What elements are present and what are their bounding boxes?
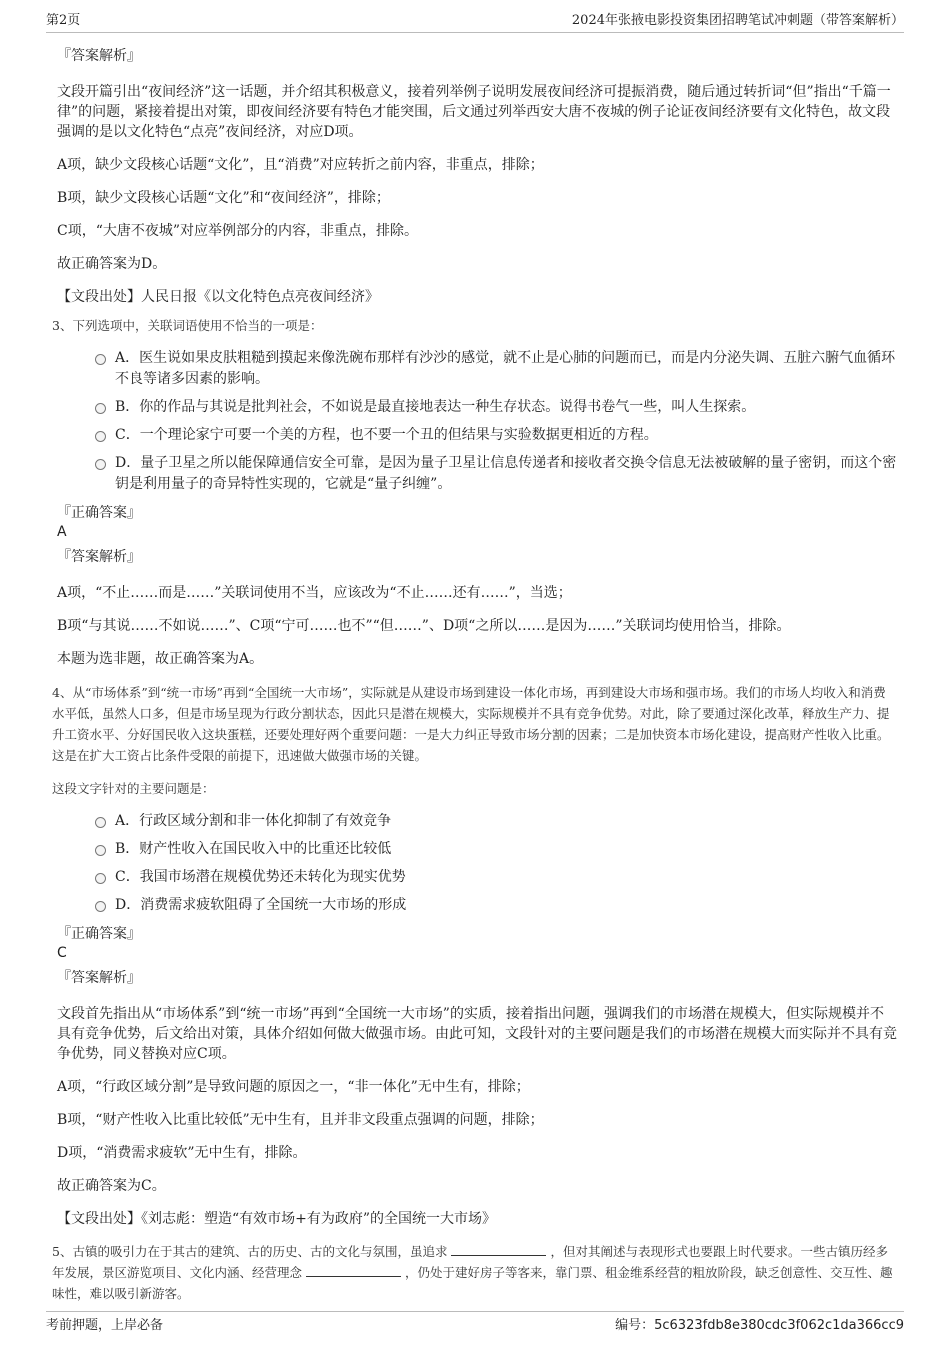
question-4-stem: 4、从“市场体系”到“统一市场”再到“全国统一大市场”，实际就是从建设市场到建设一体化市场，再到建设大市场和强市场。我们的市场人均收入和消费水平低，虽然人口多，但是市场呈现为行政分割状态，因此只是潜在规模大，实际规模并不具有竞争优势。对此，除了要通过深化改革，释放生产力、提升工资水平、分好国民收入这块蛋糕，还要处理好两个重要问题：一是大力纠正导致市场分割的因素；二是加快资本市场化建设，提高财产性收入比重。这是在扩大工资占比条件受限的前提下，迅速做大做强市场的关键。: [52, 685, 890, 763]
analysis-note-bcd: B项“与其说……不如说……”、C项“宁可……也不”“但……”、D项“之所以……是因为……”关联词均使用恰当，排除。: [57, 618, 791, 634]
analysis-text: 文段开篇引出“夜间经济”这一话题，并介绍其积极意义，接着列举例子说明发展夜间经济可提振消费，随后通过转折词“但”指出“千篇一律”的问题，紧接着提出对策，即夜间经济要有特色才能突围，后文通过列举西安大唐不夜城的例子论证夜间经济要有文化特色，故文段强调的是以文化特色“点亮”夜间经济，对应D项。: [57, 84, 891, 140]
source-label: 【文段出处】: [57, 1211, 141, 1227]
question-5-part2: ，但对其阐述与表现形式也要跟上时代要求。一些古镇历经多年发展，景区游览项目、文化内涵、经营理念: [52, 1244, 888, 1280]
correct-answer: A: [57, 524, 67, 540]
radio-icon[interactable]: [95, 901, 106, 912]
footer-slogan: 考前押题，上岸必备: [46, 1318, 164, 1333]
option-b[interactable]: [95, 397, 897, 418]
page-header: [46, 10, 904, 33]
option-text: A．行政区域分割和非一体化抑制了有效竞争: [115, 813, 392, 829]
source-text: 《刘志彪：塑造“有效市场+有为政府”的全国统一大市场》: [141, 1211, 497, 1227]
document-id-value: 5c6323fdb8e380cdc3f062c1da366cc9: [654, 1318, 904, 1333]
correct-answer-label: 『正确答案』: [57, 505, 141, 521]
document-title: 2024年张掖电影投资集团招聘笔试冲刺题（带答案解析）: [571, 13, 904, 28]
option-text: D．消费需求疲软阻碍了全国统一大市场的形成: [115, 897, 407, 913]
radio-icon[interactable]: [95, 354, 106, 365]
option-text: C．我国市场潜在规模优势还未转化为现实优势: [115, 869, 406, 885]
analysis-text: 文段首先指出从“市场体系”到“统一市场”再到“全国统一大市场”的实质，接着指出问题，强调我们的市场潜在规模大，但实际规模并不具有竞争优势，后文给出对策，具体介绍如何做大做强市场。由此可知，文段针对的主要问题是我们的市场潜在规模大而实际并不具有竞争优势，同义替换对应C项。: [57, 1006, 897, 1062]
question-3-stem: 3、下列选项中，关联词语使用不恰当的一项是：: [52, 318, 323, 333]
radio-icon[interactable]: [95, 845, 106, 856]
question-5-part3: ，仍处于建好房子等客来，靠门票、租金维系经营的粗放阶段，缺乏创意性、交互性、趣味性，难以吸引新游客。: [52, 1265, 893, 1301]
radio-icon[interactable]: [95, 459, 106, 470]
analysis-note-a: A项，“不止……而是……”关联词使用不当，应该改为“不止……还有……”，当选；: [57, 585, 572, 601]
option-text: B．财产性收入在国民收入中的比重还比较低: [115, 841, 392, 857]
analysis-label: 『答案解析』: [57, 549, 141, 565]
document-id-label: 编号：: [615, 1318, 655, 1333]
fill-blank-1[interactable]: [451, 1243, 546, 1256]
radio-icon[interactable]: [95, 817, 106, 828]
option-text: D．量子卫星之所以能保障通信安全可靠，是因为量子卫星让信息传递者和接收者交换令信息无法被破解的量子密钥，而这个密钥是利用量子的奇异特性实现的，它就是“量子纠缠”。: [115, 455, 897, 492]
option-d[interactable]: [95, 453, 897, 495]
analysis-conclusion: 本题为选非题，故正确答案为A。: [57, 651, 264, 667]
radio-icon[interactable]: [95, 873, 106, 884]
question-3-options: [95, 348, 897, 495]
option-text: A．医生说如果皮肤粗糙到摸起来像洗碗布那样有沙沙的感觉，就不止是心肺的问题而已，而是内分泌失调、五脏六腑气血循环不良等诸多因素的影响。: [115, 350, 896, 387]
analysis-note-c: C项，“大唐不夜城”对应举例部分的内容，非重点，排除。: [57, 223, 419, 239]
analysis-label: 『答案解析』: [57, 970, 141, 986]
document-id: [615, 1315, 904, 1337]
fill-blank-2[interactable]: [306, 1264, 401, 1277]
option-a[interactable]: [95, 811, 897, 832]
radio-icon[interactable]: [95, 403, 106, 414]
analysis-conclusion: 故正确答案为C。: [57, 1178, 166, 1194]
correct-answer-label: 『正确答案』: [57, 926, 141, 942]
source-label: 【文段出处】: [57, 289, 141, 305]
option-c[interactable]: [95, 867, 897, 888]
option-a[interactable]: [95, 348, 897, 390]
option-b[interactable]: [95, 839, 897, 860]
question-4-options: [95, 811, 897, 916]
analysis-note-b: B项，“财产性收入比重比较低”无中生有，且并非文段重点强调的问题，排除；: [57, 1112, 544, 1128]
question-5-part1: 5、古镇的吸引力在于其古的建筑、古的历史、古的文化与氛围，虽追求: [52, 1244, 448, 1259]
question-4-prompt: 这段文字针对的主要问题是：: [52, 781, 215, 796]
analysis-note-d: D项，“消费需求疲软”无中生有，排除。: [57, 1145, 307, 1161]
option-text: B．你的作品与其说是批判社会，不如说是最直接地表达一种生存状态。说得书卷气一些，叫人生探索。: [115, 399, 756, 415]
analysis-note-a: A项，“行政区域分割”是导致问题的原因之一，“非一体化”无中生有，排除；: [57, 1079, 530, 1095]
option-c[interactable]: [95, 425, 897, 446]
option-d[interactable]: [95, 895, 897, 916]
analysis-note-b: B项，缺少文段核心话题“文化”和“夜间经济”，排除；: [57, 190, 390, 206]
correct-answer: C: [57, 945, 67, 961]
radio-icon[interactable]: [95, 431, 106, 442]
analysis-conclusion: 故正确答案为D。: [57, 256, 167, 272]
source-citation: [57, 1209, 897, 1229]
analysis-note-a: A项，缺少文段核心话题“文化”，且“消费”对应转折之前内容，非重点，排除；: [57, 157, 544, 173]
page-number: 第2页: [46, 13, 81, 28]
option-text: C．一个理论家宁可要一个美的方程，也不要一个丑的但结果与实验数据更相近的方程。: [115, 427, 658, 443]
page-footer: [46, 1311, 904, 1334]
page-content: [52, 46, 897, 1316]
source-citation: [57, 287, 897, 307]
source-text: 人民日报《以文化特色点亮夜间经济》: [141, 289, 379, 305]
question-5-stem: [52, 1241, 897, 1304]
analysis-label: 『答案解析』: [57, 48, 141, 64]
